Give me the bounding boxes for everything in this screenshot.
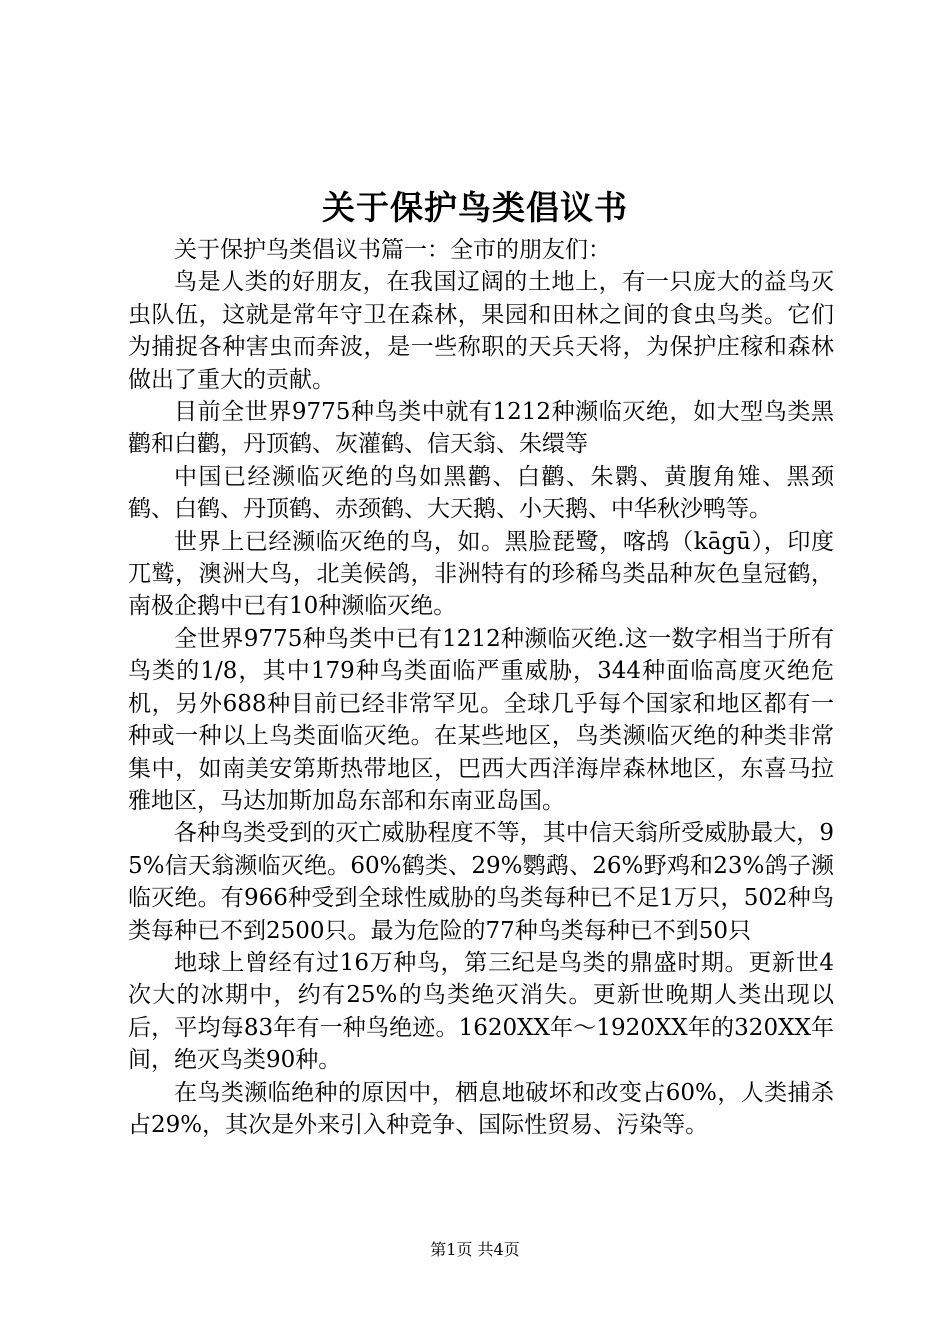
paragraph-china-endangered: 中国已经濒临灭绝的鸟如黑鹳、白鹳、朱鹮、黄腹角雉、黑颈鹤、白鹤、丹顶鹤、赤颈鹤、大天鹅、小天鹅、中华秋沙鸭等。 [128,463,834,523]
paragraph-threat-levels: 各种鸟类受到的灭亡威胁程度不等，其中信天翁所受威胁最大，95%信天翁濒临灭绝。60%鹤类、29%鹦鹉、26%野鸡和23%鸽子濒临灭绝。有966种受到全球性威胁的鸟类每种已不足1万只，502种鸟类每种已不到2500只。最为危险的77种鸟类每种已不到50只 [128,820,834,944]
paragraph-intro: 关于保护鸟类倡议书篇一：全市的朋友们： [174,237,611,263]
paragraph-statistics: 全世界9775种鸟类中已有1212种濒临灭绝.这一数字相当于所有鸟类的1/8，其中179种鸟类面临严重威胁，344种面临高度灭绝危机，另外688种目前已经非常罕见。全球几乎每个国家和地区都有一种或一种以上鸟类面临灭绝。在某些地区，鸟类濒临灭绝的种类非常集中，如南美安第斯热带地区，巴西大西洋海岸森林地区，东喜马拉雅地区，马达加斯加岛东部和东南亚岛国。 [128,625,834,814]
paragraph-world-examples: 世界上已经濒临灭绝的鸟，如。黑脸琵鹭，喀鸪（kāgū），印度兀鹫，澳洲大鸟，北美候鸽，非洲特有的珍稀鸟类品种灰色皇冠鹤，南极企鹅中已有10种濒临灭绝。 [128,528,834,620]
paragraph-causes: 在鸟类濒临绝种的原因中，栖息地破坏和改变占60%，人类捕杀占29%，其次是外来引入种竞争、国际性贸易、污染等。 [128,1079,834,1138]
paragraph-world-endangered: 目前全世界9775种鸟类中就有1212种濒临灭绝，如大型鸟类黑鹳和白鹳，丹顶鹤、灰灌鹤、信天翁、朱缳等 [128,399,834,458]
document-title: 关于保护鸟类倡议书 [322,188,628,227]
page-footer: 第1页 共4页 [430,1240,520,1259]
paragraph-birds-friends: 鸟是人类的好朋友，在我国辽阔的土地上，有一只庞大的益鸟灭虫队伍，这就是常年守卫在森林，果园和田林之间的食虫鸟类。它们为捕捉各种害虫而奔波，是一些称职的天兵天将，为保护庄稼和森林做出了重大的贡献。 [128,269,834,393]
document-body [128,234,834,1141]
paragraph-history: 地球上曾经有过16万种鸟，第三纪是鸟类的鼎盛时期。更新世4次大的冰期中，约有25%的鸟类绝灭消失。更新世晚期人类出现以后，平均每83年有一种鸟绝迹。1620XX年～1920XX年的320XX年间，绝灭鸟类90种。 [128,949,834,1074]
